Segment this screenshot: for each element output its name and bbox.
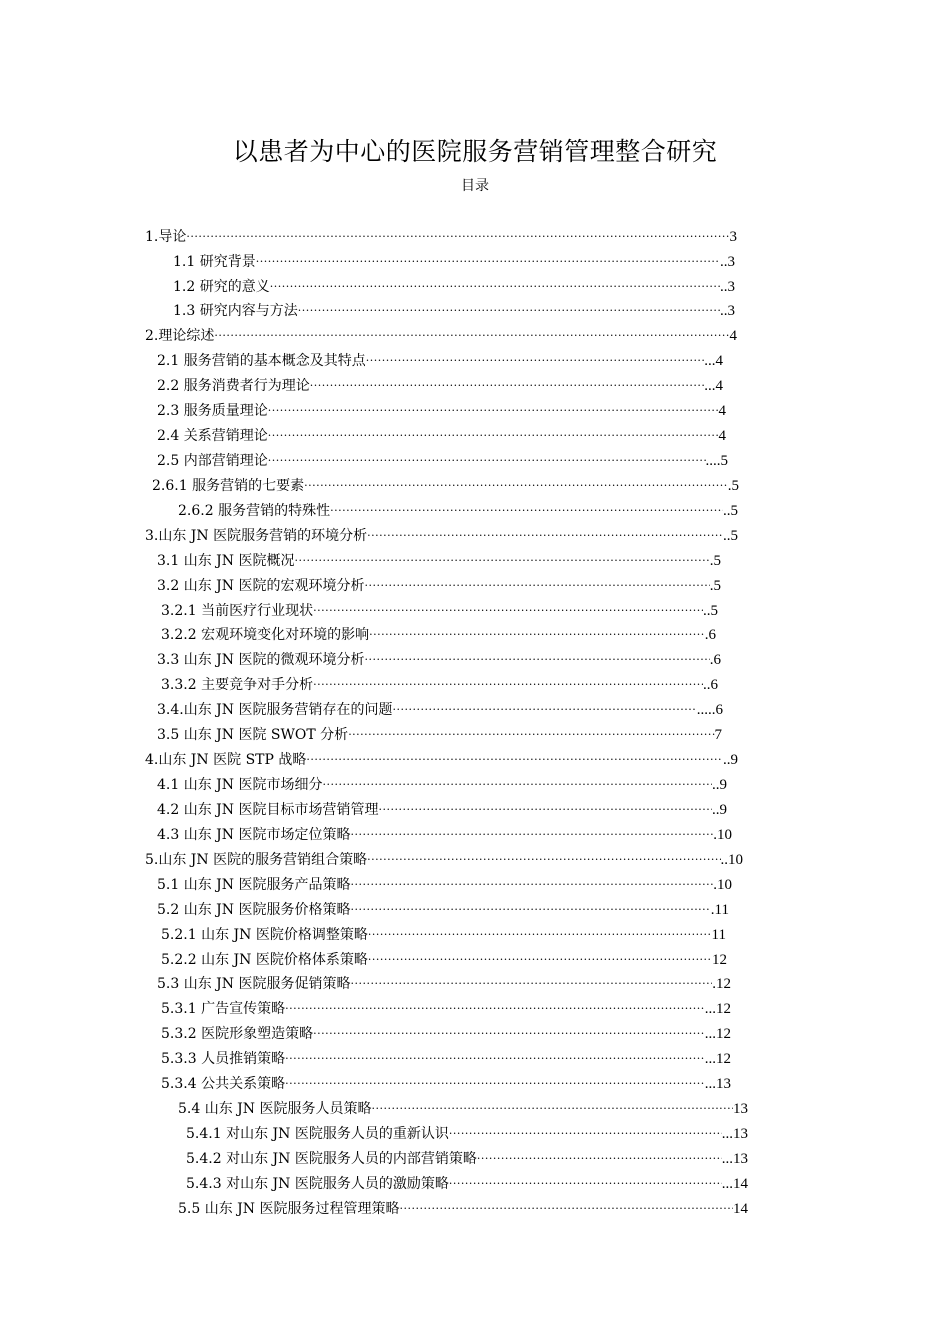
toc-entry[interactable] (157, 774, 727, 796)
toc-entry-page: 13 (733, 1101, 748, 1117)
toc-entry-label: 5.5 山东 JN 医院服务过程管理策略 (178, 1201, 400, 1217)
toc-entry[interactable] (157, 450, 728, 472)
toc-entry-label: 1.1 研究背景 (173, 254, 256, 270)
toc-entry[interactable] (157, 425, 726, 447)
toc-entry-page: .6 (709, 652, 721, 668)
toc-entry-label: 5.3.1 广告宣传策略 (161, 1001, 286, 1017)
toc-entry-label: 2.6.2 服务营销的特殊性 (178, 503, 331, 519)
toc-entry-page: ..5 (723, 528, 738, 544)
toc-entry[interactable] (157, 649, 721, 671)
toc-leader-dots (285, 1073, 705, 1095)
toc-leader-dots (256, 251, 720, 273)
toc-entry-page: ..6 (703, 677, 718, 693)
toc-entry-page: ...13 (721, 1126, 748, 1142)
toc-leader-dots (322, 774, 712, 796)
toc-entry-label: 3.1 山东 JN 医院概况 (157, 553, 295, 569)
toc-entry-page: 4 (718, 428, 726, 444)
toc-entry[interactable] (161, 1023, 731, 1045)
toc-leader-dots (304, 475, 728, 497)
toc-leader-dots (369, 624, 705, 646)
toc-entry-label: 5.1 山东 JN 医院服务产品策略 (157, 877, 351, 893)
toc-entry-label: 5.3 山东 JN 医院服务促销策略 (157, 976, 351, 992)
toc-entry-page: .12 (712, 976, 731, 992)
toc-entry-label: 2.理论综述 (145, 328, 215, 344)
toc-entry-label: 4.山东 JN 医院 STP 战略 (145, 752, 307, 768)
toc-entry-page: .5 (709, 553, 721, 569)
toc-entry[interactable] (157, 350, 723, 372)
toc-leader-dots (392, 699, 696, 721)
toc-entry-page: 3 (729, 229, 737, 245)
toc-leader-dots (313, 1023, 705, 1045)
toc-leader-dots (350, 824, 713, 846)
toc-entry[interactable] (161, 1073, 731, 1095)
toc-entry-label: 2.2 服务消费者行为理论 (157, 378, 310, 394)
toc-leader-dots (399, 1198, 733, 1220)
toc-entry-label: 1.2 研究的意义 (173, 279, 270, 295)
toc-leader-dots (449, 1173, 722, 1195)
toc-entry-page: ..9 (723, 752, 738, 768)
toc-entry-label: 3.3.2 主要竞争对手分析 (161, 677, 314, 693)
toc-leader-dots (310, 375, 705, 397)
toc-leader-dots (268, 425, 719, 447)
toc-entry-label: 3.2 山东 JN 医院的宏观环境分析 (157, 578, 365, 594)
toc-leader-dots (294, 550, 709, 572)
toc-leader-dots (306, 749, 723, 771)
toc-leader-dots (449, 1123, 722, 1145)
toc-entry-label: 2.3 服务质量理论 (157, 403, 268, 419)
toc-leader-dots (367, 849, 720, 871)
toc-entry-page: ..10 (720, 852, 743, 868)
toc-entry-label: 5.2 山东 JN 医院服务价格策略 (157, 902, 351, 918)
toc-entry[interactable] (161, 624, 716, 646)
toc-entry-label: 2.5 内部营销理论 (157, 453, 268, 469)
toc-entry[interactable] (145, 325, 737, 347)
toc-entry-label: 3.2.2 宏观环境变化对环境的影响 (161, 627, 370, 643)
toc-entry-page: .5 (727, 478, 739, 494)
toc-entry-page: .11 (710, 902, 729, 918)
toc-entry-page: .10 (713, 877, 732, 893)
toc-entry-label: 4.2 山东 JN 医院目标市场营销管理 (157, 802, 379, 818)
toc-entry-page: 4 (718, 403, 726, 419)
toc-entry-page: 4 (729, 328, 737, 344)
toc-entry[interactable] (157, 400, 726, 422)
toc-entry-page: 14 (733, 1201, 748, 1217)
toc-entry[interactable] (161, 600, 718, 622)
toc-leader-dots (350, 874, 713, 896)
toc-entry[interactable] (178, 500, 738, 522)
toc-entry[interactable] (161, 998, 731, 1020)
toc-leader-dots (285, 1048, 705, 1070)
toc-leader-dots (268, 400, 719, 422)
toc-entry-page: ...12 (704, 1026, 731, 1042)
toc-leader-dots (368, 949, 712, 971)
toc-entry-page: .5 (709, 578, 721, 594)
toc-entry-page: ..3 (720, 303, 735, 319)
toc-entry[interactable] (157, 724, 722, 746)
toc-entry-label: 2.6.1 服务营销的七要素 (152, 478, 305, 494)
toc-entry-label: 5.2.1 山东 JN 医院价格调整策略 (161, 927, 368, 943)
toc-entry-page: ...4 (704, 353, 723, 369)
toc-entry-label: 3.5 山东 JN 医院 SWOT 分析 (157, 727, 349, 743)
toc-entry[interactable] (145, 226, 737, 248)
toc-entry[interactable] (145, 525, 738, 547)
toc-entry[interactable] (173, 251, 735, 273)
toc-entry[interactable] (161, 674, 718, 696)
toc-entry-page: ..5 (703, 603, 718, 619)
toc-entry-label: 4.3 山东 JN 医院市场定位策略 (157, 827, 351, 843)
toc-entry-page: ..9 (712, 777, 727, 793)
toc-entry[interactable] (157, 824, 732, 846)
toc-entry[interactable] (186, 1123, 748, 1145)
toc-entry[interactable] (161, 1048, 731, 1070)
toc-entry-page: .6 (704, 627, 716, 643)
toc-entry-label: 1.导论 (145, 229, 187, 245)
toc-entry-label: 5.山东 JN 医院的服务营销组合策略 (145, 852, 368, 868)
toc-leader-dots (298, 300, 720, 322)
toc-entry[interactable] (145, 849, 743, 871)
toc-entry[interactable] (157, 874, 732, 896)
toc-entry-label: 5.4.2 对山东 JN 医院服务人员的内部营销策略 (186, 1151, 477, 1167)
toc-entry-page: ...4 (704, 378, 723, 394)
toc-entry-page: ..9 (712, 802, 727, 818)
toc-entry[interactable] (157, 375, 723, 397)
toc-entry-label: 5.3.2 医院形象塑造策略 (161, 1026, 314, 1042)
toc-entry-label: 5.4.3 对山东 JN 医院服务人员的激励策略 (186, 1176, 449, 1192)
toc-leader-dots (368, 924, 712, 946)
toc-leader-dots (214, 325, 729, 347)
toc-leader-dots (350, 899, 710, 921)
toc-entry-page: ...12 (704, 1051, 731, 1067)
toc-entry[interactable] (178, 1198, 748, 1220)
toc-leader-dots (313, 674, 703, 696)
toc-entry[interactable] (157, 799, 727, 821)
toc-leader-dots (330, 500, 723, 522)
toc-leader-dots (364, 649, 709, 671)
toc-entry[interactable] (145, 749, 738, 771)
toc-entry-page: .....6 (696, 702, 723, 718)
toc-entry-label: 2.4 关系营销理论 (157, 428, 268, 444)
toc-leader-dots (367, 525, 723, 547)
toc-entry-page: ...12 (704, 1001, 731, 1017)
toc-entry[interactable] (161, 949, 727, 971)
toc-leader-dots (285, 998, 705, 1020)
toc-leader-dots (366, 350, 705, 372)
toc-entry[interactable] (173, 276, 735, 298)
toc-entry-page: ..3 (720, 254, 735, 270)
toc-entry-page: .10 (713, 827, 732, 843)
toc-entry[interactable] (178, 1098, 748, 1120)
toc-entry-label: 5.4.1 对山东 JN 医院服务人员的重新认识 (186, 1126, 449, 1142)
toc-entry-page: ...13 (704, 1076, 731, 1092)
toc-leader-dots (378, 799, 712, 821)
toc-entry-page: 12 (712, 952, 727, 968)
toc-leader-dots (186, 226, 729, 248)
toc-entry-label: 5.3.3 人员推销策略 (161, 1051, 286, 1067)
toc-entry-page: ..5 (723, 503, 738, 519)
toc-entry-label: 5.3.4 公共关系策略 (161, 1076, 286, 1092)
toc-entry-page: 11 (711, 927, 726, 943)
toc-leader-dots (268, 450, 706, 472)
toc-entry[interactable] (157, 899, 729, 921)
toc-entry[interactable] (157, 550, 721, 572)
toc-entry-page: ..3 (720, 279, 735, 295)
toc-leader-dots (348, 724, 714, 746)
toc-entry-page: ...14 (721, 1176, 748, 1192)
toc-entry-page: 7 (714, 727, 722, 743)
toc-entry-label: 3.2.1 当前医疗行业现状 (161, 603, 314, 619)
toc-heading: 目录 (461, 178, 489, 194)
toc-entry[interactable] (152, 475, 739, 497)
toc-leader-dots (371, 1098, 733, 1120)
toc-entry[interactable] (186, 1148, 748, 1170)
toc-leader-dots (313, 600, 703, 622)
toc-entry-label: 3.山东 JN 医院服务营销的环境分析 (145, 528, 368, 544)
toc-entry-label: 2.1 服务营销的基本概念及其特点 (157, 353, 366, 369)
toc-entry-label: 5.2.2 山东 JN 医院价格体系策略 (161, 952, 368, 968)
toc-entry-page: ....5 (705, 453, 728, 469)
toc-leader-dots (364, 575, 709, 597)
toc-entry-label: 1.3 研究内容与方法 (173, 303, 298, 319)
toc-leader-dots (477, 1148, 722, 1170)
toc-entry-label: 3.3 山东 JN 医院的微观环境分析 (157, 652, 365, 668)
toc-entry[interactable] (157, 699, 723, 721)
toc-entry[interactable] (186, 1173, 748, 1195)
toc-leader-dots (270, 276, 720, 298)
toc-entry[interactable] (161, 924, 726, 946)
toc-entry-label: 4.1 山东 JN 医院市场细分 (157, 777, 323, 793)
toc-entry[interactable] (157, 973, 731, 995)
toc-entry-label: 3.4.山东 JN 医院服务营销存在的问题 (157, 702, 393, 718)
toc-entry-label: 5.4 山东 JN 医院服务人员策略 (178, 1101, 372, 1117)
document-title: 以患者为中心的医院服务营销管理整合研究 (232, 137, 718, 166)
toc-leader-dots (350, 973, 712, 995)
toc-entry[interactable] (157, 575, 721, 597)
toc-entry-page: ...13 (721, 1151, 748, 1167)
toc-entry[interactable] (173, 300, 735, 322)
